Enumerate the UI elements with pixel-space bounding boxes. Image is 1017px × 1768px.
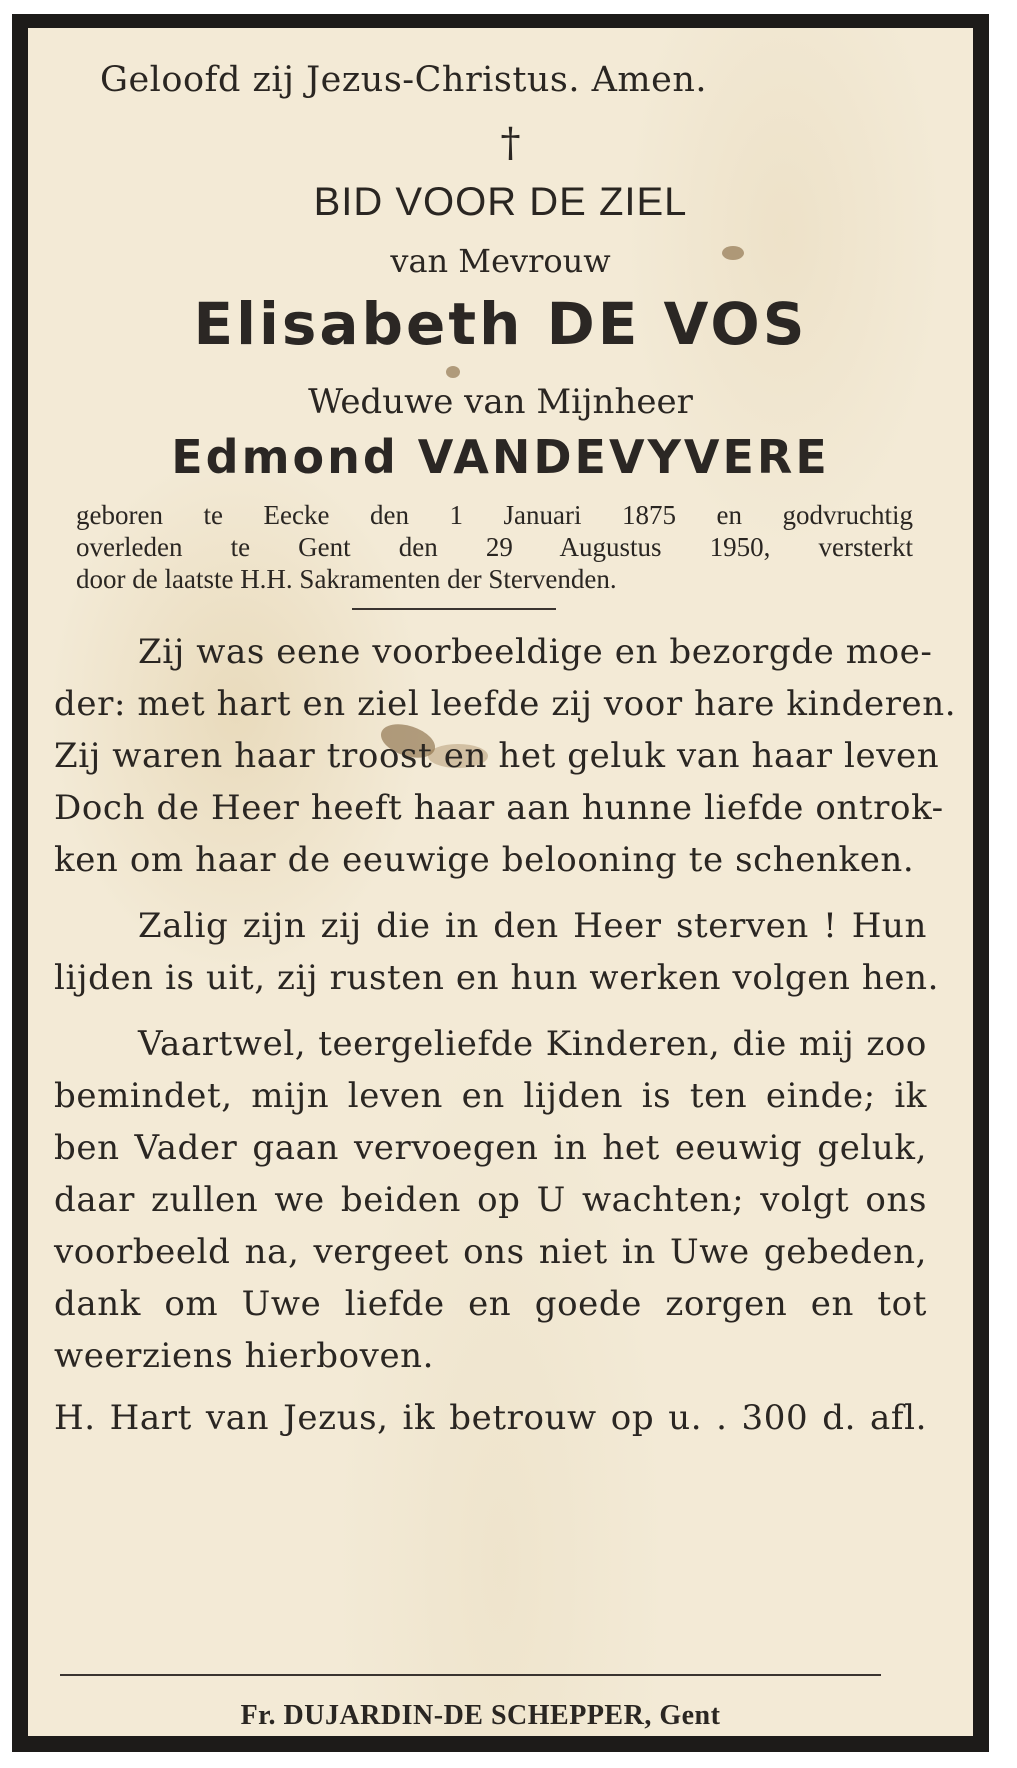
card-paper [28,28,973,1736]
printer-credit: Fr. DUJARDIN-DE SCHEPPER, Gent [240,1700,721,1731]
paragraph-line: bemindet, mijn leven en lijden is ten einde; ik [54,1076,927,1116]
bio-line: door de laatste H.H. Sakramenten der Stervenden. [76,564,617,594]
cross-icon: † [500,120,521,166]
ink-stain [446,366,460,378]
paragraph-line: dank om Uwe liefde en goede zorgen en tot [54,1284,927,1324]
paragraph-line: Zij was eene voorbeeldige en bezorgde moe- [138,632,933,672]
paragraph-line: Zalig zijn zij die in den Heer sterven ! Hun [138,906,927,946]
prayer-heading: BID VOOR DE ZIEL [313,180,688,224]
paragraph-line: Vaartwel, teergeliefde Kinderen, die mij zoo [138,1024,927,1064]
deceased-name: Elisabeth DE VOS [193,290,808,358]
paragraph-line: daar zullen we beiden op U wachten; volgt ons [54,1180,927,1220]
paragraph-line: Doch de Heer heeft haar aan hunne liefde ontrok- [54,788,944,828]
paragraph-line: ken om haar de eeuwige belooning te schenken. [54,840,915,880]
divider-short [352,608,556,610]
memorial-card [12,14,989,1752]
paragraph-line: der: met hart en ziel leefde zij voor hare kinderen. [54,684,957,724]
paragraph-line: ben Vader gaan vervoegen in het eeuwig geluk, [54,1128,927,1168]
husband-name: Edmond VANDEVYVERE [171,430,830,484]
widow-of: Weduwe van Mijnheer [308,382,693,422]
bio-line: overleden te Gent den 29 Augustus 1950, versterkt [76,532,913,562]
divider-long [60,1674,881,1676]
header-line: Geloofd zij Jezus-Christus. Amen. [100,60,707,100]
van-mevrouw: van Mevrouw [390,242,611,280]
bio-line: geboren te Eecke den 1 Januari 1875 en godvruchtig [76,500,913,530]
paragraph-line: voorbeeld na, vergeet ons niet in Uwe gebeden, [54,1232,927,1272]
paragraph-line: weerziens hierboven. [54,1336,435,1376]
paragraph-line: lijden is uit, zij rusten en hun werken volgen hen. [54,958,939,998]
paragraph-line: Zij waren haar troost en het geluk van haar leven [54,736,940,776]
indulgence-line: H. Hart van Jezus, ik betrouw op u. . 300 d. afl. [54,1398,927,1438]
